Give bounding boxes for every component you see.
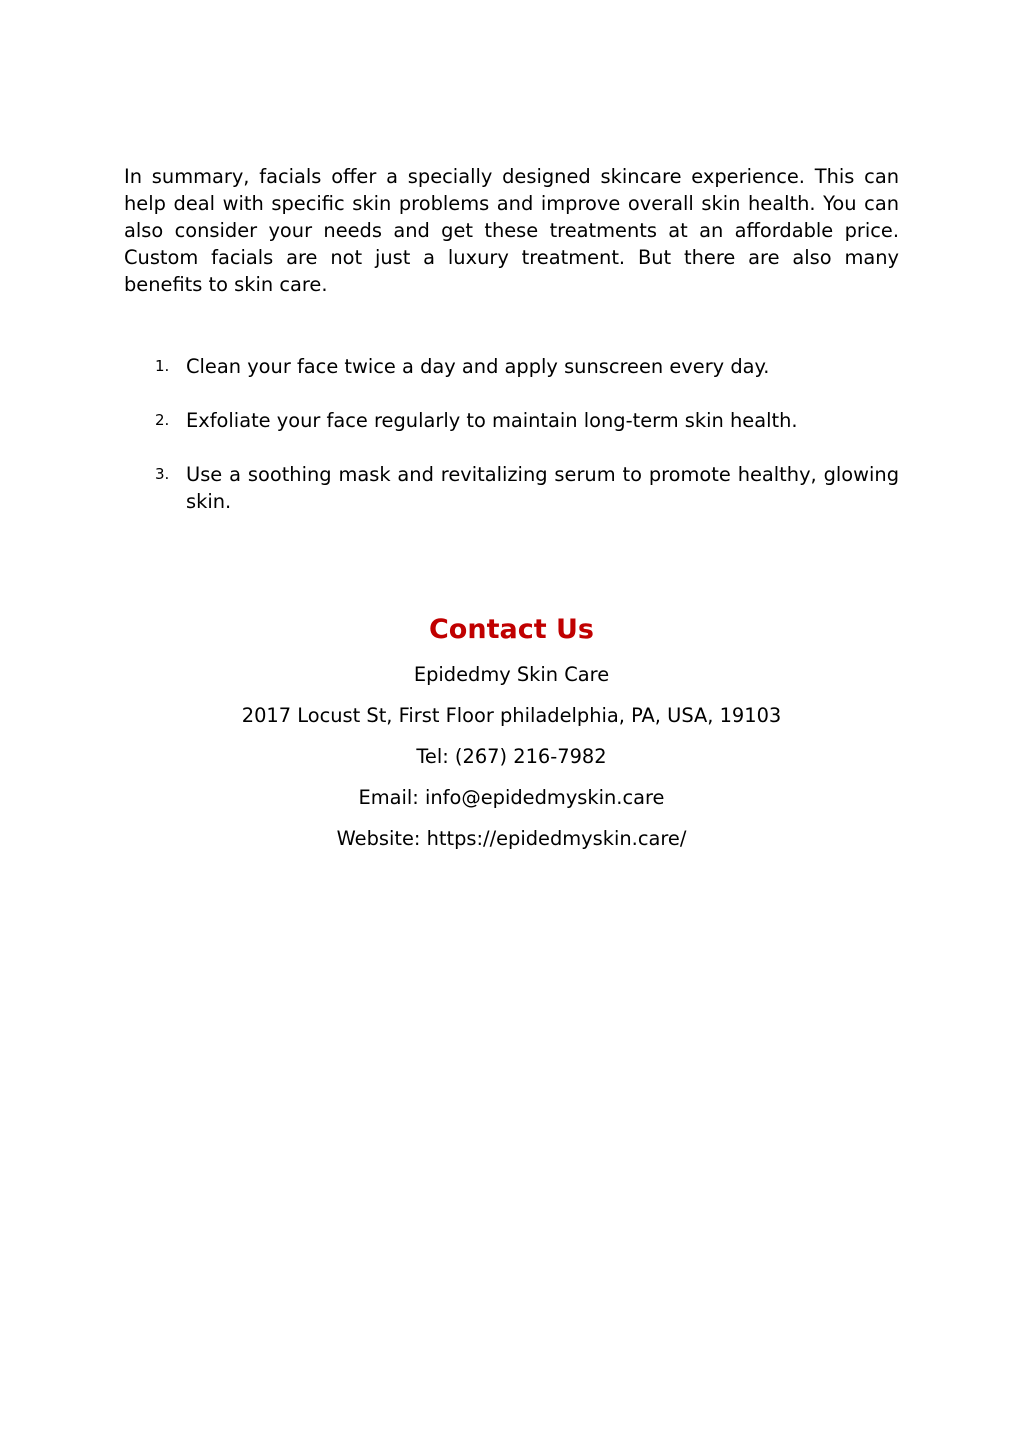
company-name: Epidedmy Skin Care: [413, 663, 610, 686]
list-item-text: Exfoliate your face regularly to maintain long-term skin health.: [186, 409, 798, 432]
contact-section: [0, 610, 1023, 859]
list-item: [124, 461, 899, 515]
list-item-number: 1.: [155, 357, 170, 375]
list-item-text: Use a soothing mask and revitalizing serum to promote healthy, glowing skin.: [186, 463, 899, 513]
skincare-tips-list: [124, 353, 899, 542]
list-item: [124, 407, 899, 434]
list-item-number: 3.: [155, 465, 170, 483]
company-address: 2017 Locust St, First Floor philadelphia, PA, USA, 19103: [241, 704, 782, 727]
summary-paragraph: In summary, facials offer a specially designed skincare experience. This can help deal with specific skin problems and improve overall skin health. You can also consider your needs and get these treatments at an affordable price. Custom facials are not just a luxury treatment. But there are also many benefits to skin care.: [124, 165, 899, 296]
phone-number: Tel: (267) 216-7982: [416, 745, 607, 768]
list-item-text: Clean your face twice a day and apply sunscreen every day.: [186, 355, 770, 378]
list-item-number: 2.: [155, 411, 170, 429]
email-address: Email: info@epidedmyskin.care: [358, 786, 665, 809]
contact-heading: Contact Us: [428, 614, 595, 645]
website-address: Website: https://epidedmyskin.care/: [336, 827, 687, 850]
list-item: [124, 353, 899, 380]
